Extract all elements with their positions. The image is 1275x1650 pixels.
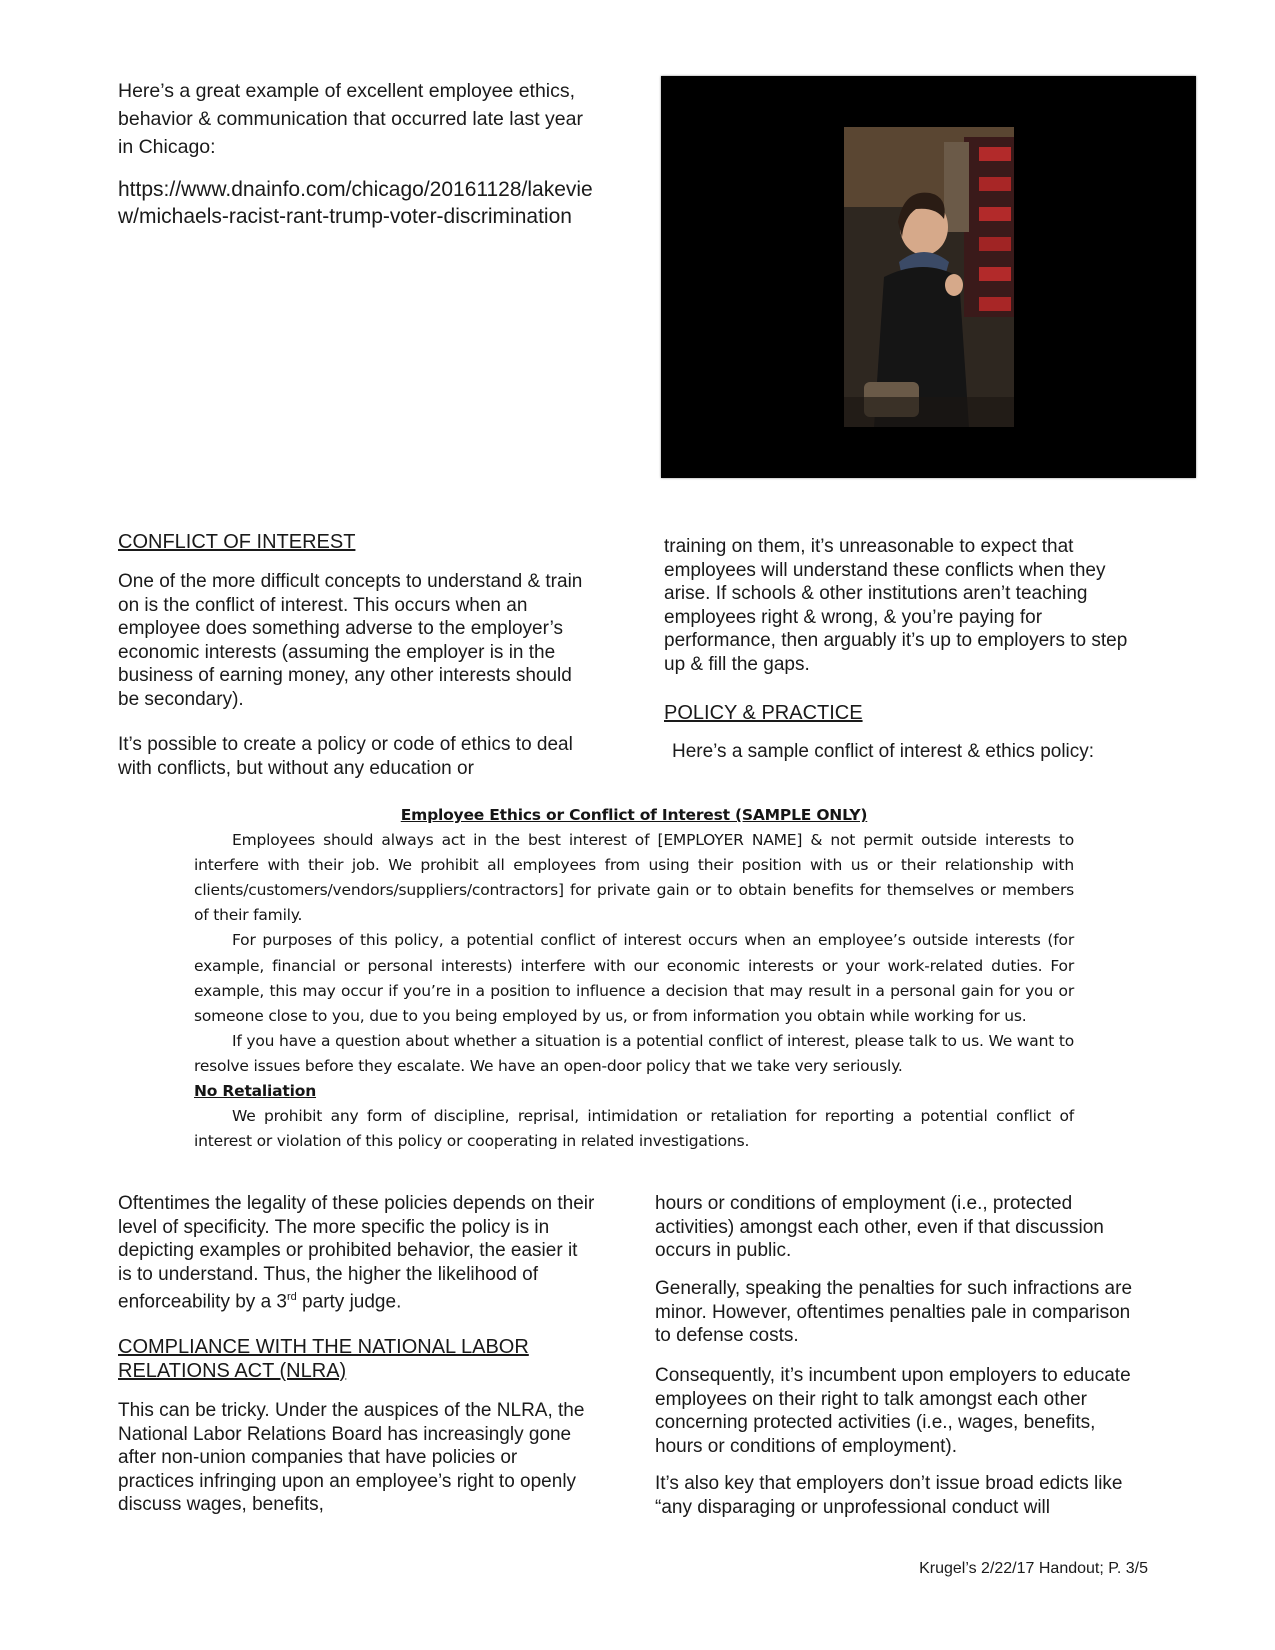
- nlra-paragraph-5: It’s also key that employers don’t issue broad edicts like “any disparaging or unprofessional conduct will: [655, 1473, 1123, 1518]
- sample-policy-paragraph-3: If you have a question about whether a situation is a potential conflict of interest, please talk to us. We want to resolve issues before they escalate. We have an open-door policy that we take very seriously.: [194, 1031, 1074, 1075]
- nlra-paragraph-3: Generally, speaking the penalties for such infractions are minor. However, oftentimes penalties pale in comparison to defense costs.: [655, 1278, 1133, 1346]
- section-heading-nlra: COMPLIANCE WITH THE NATIONAL LABOR RELATIONS ACT (NLRA): [118, 1336, 529, 1382]
- sample-policy-paragraph-4: We prohibit any form of discipline, reprisal, intimidation or retaliation for reporting a potential conflict of interest or violation of this policy or cooperating in related investigations.: [194, 1107, 1074, 1151]
- legality-text-end: party judge.: [296, 1291, 402, 1313]
- conflict-paragraph-3: training on them, it’s unreasonable to expect that employees will understand these conflicts when they arise. If schools & other institutions aren’t teaching employees right & wrong, & you’re paying for performance, then arguably it’s up to employers to step up & fill the gaps.: [664, 536, 1128, 675]
- no-retaliation-heading: No Retaliation: [194, 1082, 317, 1101]
- video-thumbnail: [844, 127, 1014, 427]
- sample-policy-title: Employee Ethics or Conflict of Interest (SAMPLE ONLY): [400, 806, 868, 824]
- article-link[interactable]: https://www.dnainfo.com/chicago/20161128/lakeview/michaels-racist-rant-trump-voter-discrimination: [118, 178, 593, 228]
- nlra-paragraph-4: Consequently, it’s incumbent upon employers to educate employees on their right to talk amongst each other concerning protected activities (i.e., wages, benefits, hours or conditions of employment).: [655, 1365, 1131, 1457]
- ordinal-suffix: rd: [287, 1291, 297, 1303]
- person-photo-icon: [844, 127, 1014, 427]
- sample-policy-paragraph-2: For purposes of this policy, a potential conflict of interest occurs when an employee’s outside interests (for example, financial or personal interests) interfere with our economic interests or your work-related duties. For example, this may occur if you’re in a position to influence a decision that may result in a personal gain for you or someone close to you, due to you being employed by us, or from information you obtain while working for us.: [194, 931, 1074, 1025]
- conflict-paragraph-1: One of the more difficult concepts to understand & train on is the conflict of interest. This occurs when an employee does something adverse to the employer’s economic interests (assuming the employer is in the business of earning money, any other interests should be secondary).: [118, 571, 583, 710]
- nlra-paragraph-2: hours or conditions of employment (i.e., protected activities) amongst each other, even if that discussion occurs in public.: [655, 1193, 1104, 1261]
- section-heading-policy: POLICY & PRACTICE: [664, 702, 863, 724]
- video-frame[interactable]: [661, 76, 1196, 478]
- conflict-paragraph-2: It’s possible to create a policy or code of ethics to deal with conflicts, but without any education or: [118, 734, 573, 779]
- nlra-paragraph-1: This can be tricky. Under the auspices of the NLRA, the National Labor Relations Board has increasingly gone after non-union companies that have policies or practices infringing upon an employee’s right to openly discuss wages, benefits,: [118, 1400, 585, 1515]
- page-footer: Krugel’s 2/22/17 Handout; P. 3/5: [919, 1560, 1148, 1577]
- legality-paragraph: [118, 1192, 596, 1314]
- section-heading-conflict: CONFLICT OF INTEREST: [118, 531, 356, 553]
- legality-text: Oftentimes the legality of these policies depends on their level of specificity. The more specific the policy is in depicting examples or prohibited behavior, the easier it is to understand. Thus, the higher the likelihood of enforceability by a 3: [118, 1193, 595, 1313]
- intro-text: Here’s a great example of excellent employee ethics, behavior & communication that occurred late last year in Chicago:: [118, 80, 583, 158]
- sample-policy-paragraph-1: Employees should always act in the best interest of [EMPLOYER NAME] & not permit outside interests to interfere with their job. We prohibit all employees from using their position with us or their relationship with clients/customers/vendors/suppliers/contractors] for private gain or to obtain benefits for themselves or members of their family.: [194, 831, 1074, 925]
- policy-intro: Here’s a sample conflict of interest & ethics policy:: [672, 741, 1095, 762]
- sample-policy: [194, 803, 1074, 1154]
